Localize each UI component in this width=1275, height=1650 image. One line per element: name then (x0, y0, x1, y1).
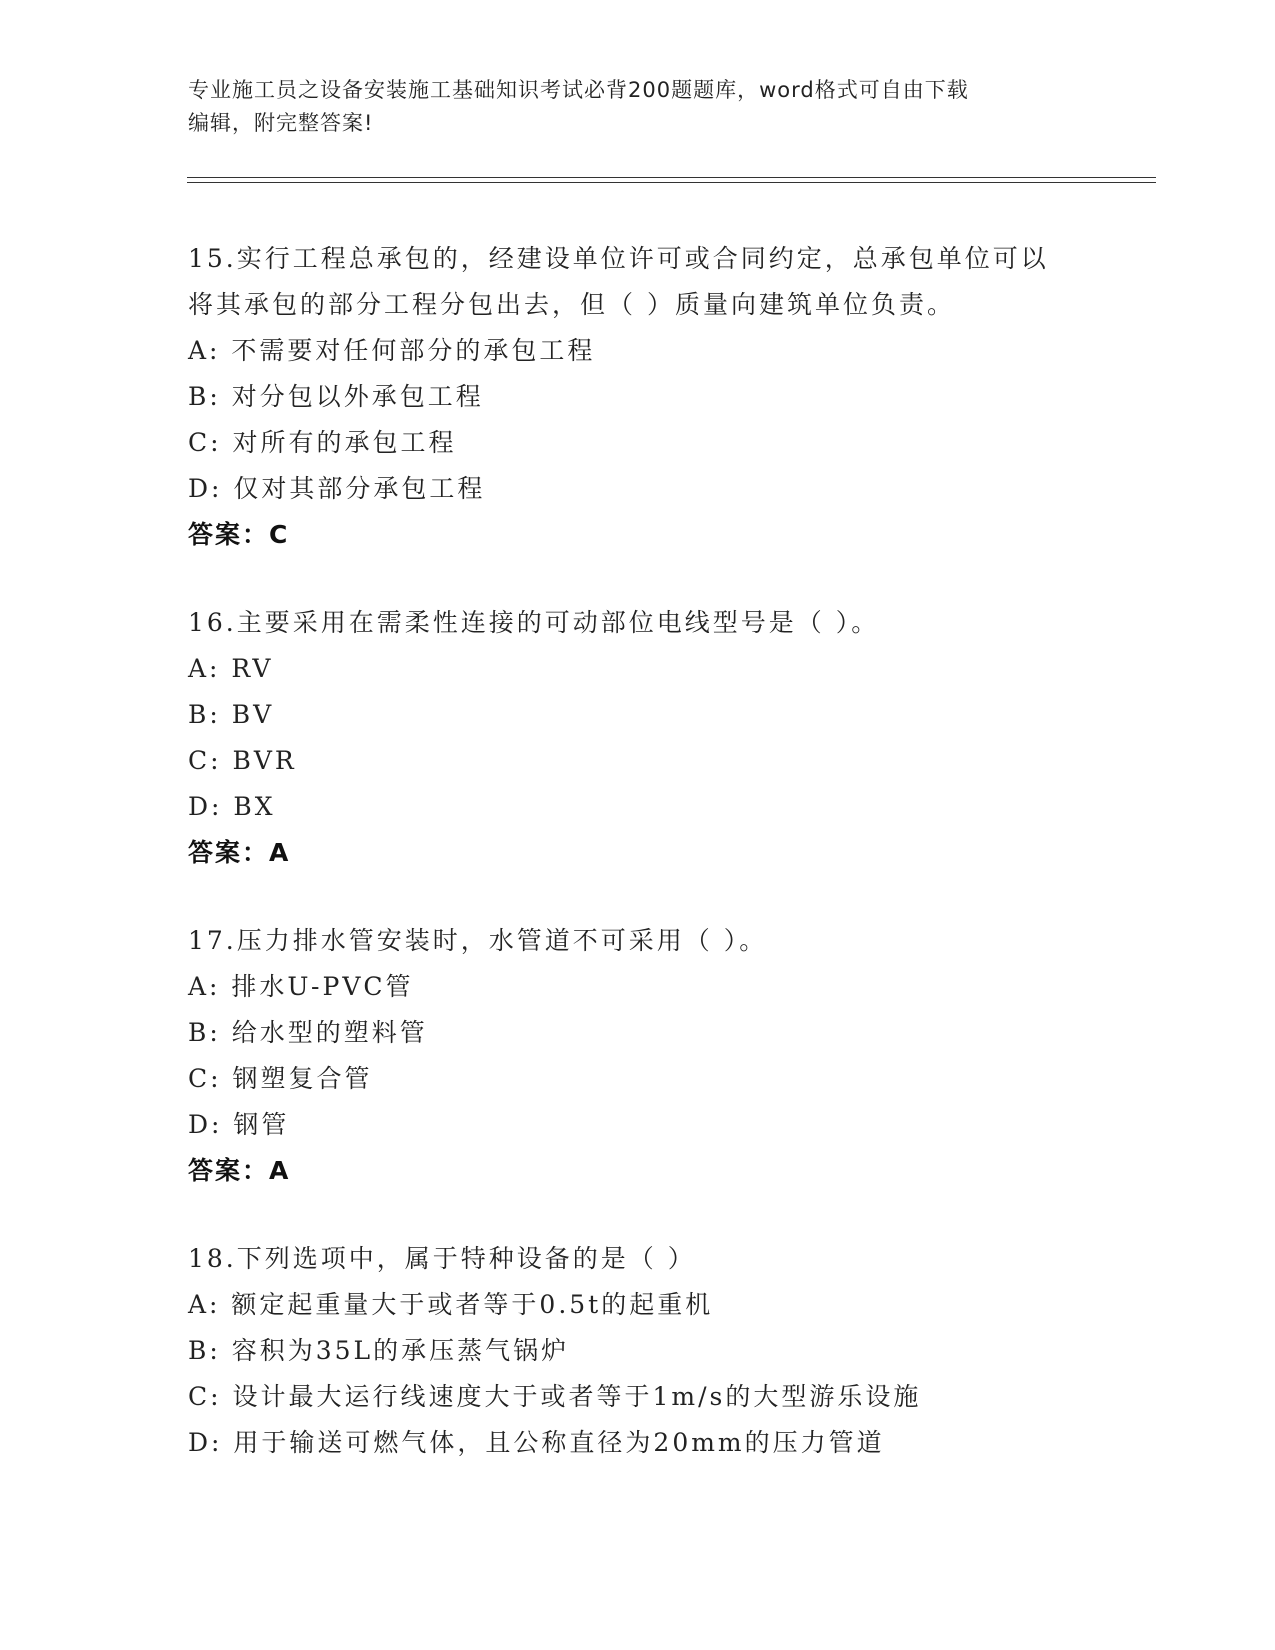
option-c: C: 对所有的承包工程 (188, 428, 457, 457)
question-17 (188, 918, 1148, 1194)
option-d: D: BX (188, 792, 276, 821)
option-a: A: RV (188, 654, 274, 683)
header-line-2: 编辑，附完整答案! (188, 111, 374, 135)
option-b: B: 给水型的塑料管 (188, 1018, 428, 1047)
option-c: C: 设计最大运行线速度大于或者等于1m/s的大型游乐设施 (188, 1382, 922, 1411)
option-a: A: 额定起重量大于或者等于0.5t的起重机 (188, 1290, 714, 1319)
option-a: A: 排水U-PVC管 (188, 972, 414, 1001)
question-text: 17.压力排水管安装时，水管道不可采用（ ）。 (188, 926, 768, 955)
option-a: A: 不需要对任何部分的承包工程 (188, 336, 596, 365)
question-text-continued: 将其承包的部分工程分包出去，但（ ）质量向建筑单位负责。 (188, 290, 955, 319)
option-b: B: 对分包以外承包工程 (188, 382, 484, 411)
option-d: D: 仅对其部分承包工程 (188, 474, 486, 503)
header-line-1: 专业施工员之设备安装施工基础知识考试必背200题题库，word格式可自由下载 (188, 78, 969, 102)
header-rule-top (187, 177, 1156, 178)
option-d: D: 用于输送可燃气体，且公称直径为20mm的压力管道 (188, 1428, 885, 1457)
question-text: 18.下列选项中，属于特种设备的是（ ） (188, 1244, 696, 1273)
question-16 (188, 600, 1148, 876)
option-c: C: BVR (188, 746, 297, 775)
question-text: 16.主要采用在需柔性连接的可动部位电线型号是（ ）。 (188, 608, 880, 637)
question-15 (188, 236, 1148, 558)
option-b: B: 容积为35L的承压蒸气锅炉 (188, 1336, 570, 1365)
answer: 答案：A (188, 838, 291, 867)
document-header (188, 74, 1088, 140)
question-text: 15.实行工程总承包的，经建设单位许可或合同约定，总承包单位可以 (188, 244, 1049, 273)
option-c: C: 钢塑复合管 (188, 1064, 373, 1093)
option-d: D: 钢管 (188, 1110, 290, 1139)
option-b: B: BV (188, 700, 275, 729)
header-rule-bottom (187, 182, 1156, 183)
answer: 答案：C (188, 520, 290, 549)
answer: 答案：A (188, 1156, 291, 1185)
question-list (188, 236, 1148, 1508)
question-18 (188, 1236, 1148, 1466)
